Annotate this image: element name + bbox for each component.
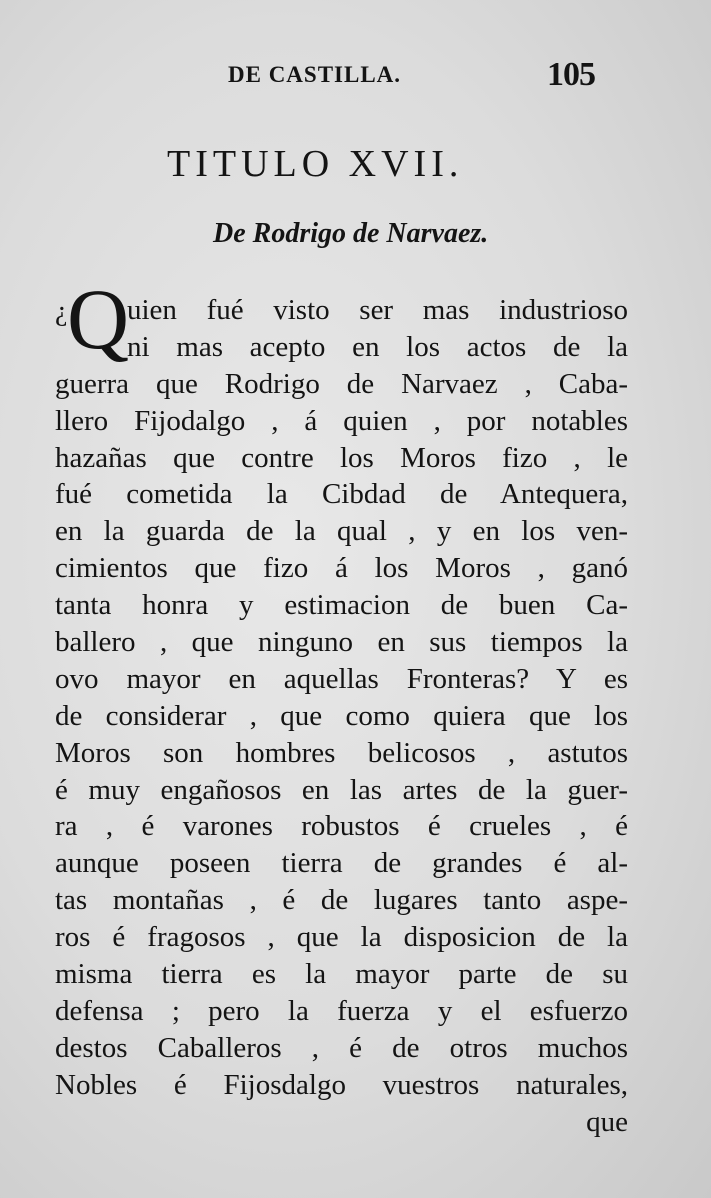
text-line: llero Fijodalgo , á quien , por notables (55, 404, 628, 437)
text-line: ros é fragosos , que la disposicion de la (55, 921, 628, 954)
text-line: tas montañas , é de lugares tanto aspe- (55, 884, 628, 917)
body-text (55, 271, 628, 1140)
text-line: Moros son hombres belicosos , astutos (55, 736, 628, 769)
text-line: uien fué visto ser mas industrioso (127, 294, 628, 326)
opening-question-mark: ¿ (55, 296, 68, 327)
page-number: 105 (547, 56, 595, 93)
catchword: que (586, 1105, 628, 1138)
text-line: cimientos que fizo á los Moros , ganó (55, 552, 628, 585)
text-line: defensa ; pero la fuerza y el esfuerzo (55, 994, 628, 1027)
chapter-title: TITULO XVII. (167, 143, 464, 185)
text-line: aunque poseen tierra de grandes é al- (55, 847, 628, 880)
text-line: Nobles é Fijosdalgo vuestros naturales, (55, 1068, 628, 1101)
drop-cap-letter: Q (67, 271, 130, 367)
text-line: ovo mayor en aquellas Fronteras? Y es (55, 662, 628, 695)
text-line: en la guarda de la qual , y en los ven- (55, 515, 628, 548)
running-head: DE CASTILLA. (228, 62, 402, 87)
text-line: ni mas acepto en los actos de la (127, 330, 628, 363)
text-line: ra , é varones robustos é crueles , é (55, 810, 628, 843)
text-line: é muy engañosos en las artes de la guer- (55, 773, 628, 806)
text-line: hazañas que contre los Moros fizo , le (55, 441, 628, 474)
text-line: misma tierra es la mayor parte de su (55, 958, 628, 991)
text-line: destos Caballeros , é de otros muchos (55, 1031, 628, 1064)
drop-cap-block (55, 271, 130, 367)
chapter-subtitle: De Rodrigo de Narvaez. (213, 218, 489, 249)
text-line: guerra que Rodrigo de Narvaez , Caba- (55, 367, 628, 400)
text-line: tanta honra y estimacion de buen Ca- (55, 589, 628, 622)
text-line: fué cometida la Cibdad de Antequera, (55, 478, 628, 511)
text-line: ballero , que ninguno en sus tiempos la (55, 626, 628, 659)
text-line: de considerar , que como quiera que los (55, 699, 628, 732)
